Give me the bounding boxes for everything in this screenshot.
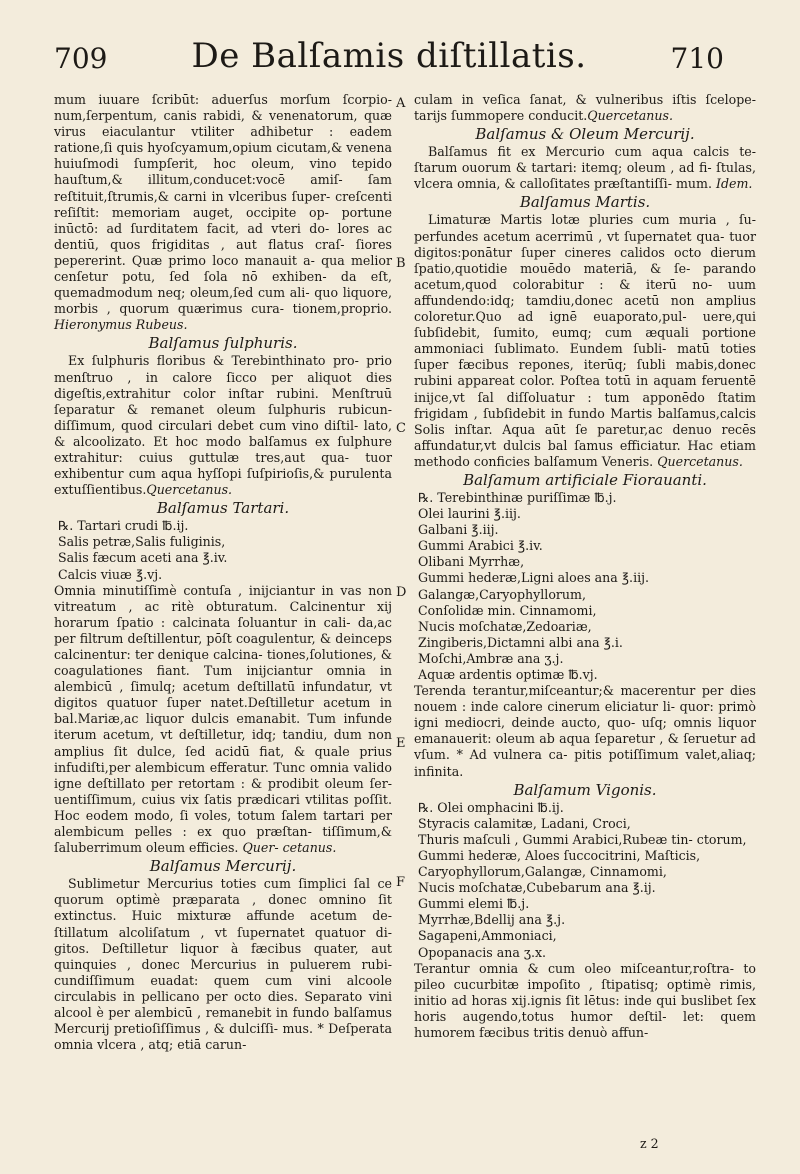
recipe-list — [414, 800, 756, 961]
citation: Hieronymus Rubeus. — [54, 317, 188, 333]
citation: Quercetanus. — [146, 482, 233, 498]
recipe-item: Conſolidæ min. Cinnamomi, — [418, 602, 597, 618]
citation: Quercetanus. — [587, 108, 673, 124]
page-number-right: 710 — [670, 42, 724, 75]
section-heading: Balſamus Martis. — [519, 193, 651, 212]
recipe-item: Nucis moſchatæ,Cubebarum ana ℥.ij. — [418, 880, 656, 896]
recipe-item: ℞. Terebinthinæ puriſſimæ ℔.j. — [418, 489, 617, 505]
recipe-item: Thuris maſculi , Gummi Arabici,Rubeæ tin- ctorum, — [418, 831, 747, 847]
recipe-item: Calcis viuæ ℥.vj. — [58, 566, 163, 582]
recipe-item: Moſchi,Ambræ ana ʒ.j. — [418, 650, 564, 666]
recipe-item: Gummi hederæ, Aloes ſuccocitrini, Maſticis, — [418, 847, 701, 863]
recipe-item: Opopanacis ana ʒ.x. — [418, 944, 547, 960]
section-heading: Balſamus Mercurij. — [149, 857, 297, 876]
recipe-item: Nucis moſchatæ,Zedoariæ, — [418, 618, 592, 634]
recipe-item: Salis petræ,Salis fuliginis, — [58, 534, 226, 550]
recipe-item: Caryophyllorum,Galangæ, Cinnamomi, — [418, 864, 667, 880]
margin-letter-b: B — [396, 256, 406, 271]
recipe-list — [54, 518, 392, 582]
paragraph: Terantur omnia & cum oleo miſceantur,roſtra- to pileo cucurbitæ impoſito , ſtipatisq; optimè rimis, initio ad horas xij.ignis ſit lētus: inde qui buslibet ſex horis augendo,totus humor deſtil- let: quem humorem fæcibus tritis denuò affun- — [414, 960, 756, 1040]
recipe-item: Zingiberis,Dictamni albi ana ℥.i. — [418, 634, 623, 650]
right-column — [414, 92, 756, 1041]
signature-mark: z 2 — [640, 1136, 659, 1151]
recipe-item: Galangæ,Caryophyllorum, — [418, 586, 586, 602]
paragraph: Omnia minutiſſimè contuſa , inijciantur in vas non vitreatum , ac ritè obturatum. Calcinentur xij horarum ſpatio : calcinata ſoluantur in cali- da,ac per filtrum deſtillentur, pōſt coagulentur, & deinceps calcinentur: ter denique calcina- tiones,ſolutiones, & coagulationes fiant. Tum inijciantur omnia in alembicū , ſimulq; acetum deſtillatū infundatur, vt digitos quatuor ſuper natet.Deſtilletur acetum in bal.Mariæ,ac liquor dulcis emanabit. Tum infunde iterum acetum, vt deſtilletur, idq; tandiu, dum non amplius ſit dulce, ſed acidū fiat, & quale prius infudiſti,per alembicum efferatur. Tunc omnia valido igne deſtillato per retortam : & prodibit oleum ſer- uentiſſimum, cuius vix ſatis prædicari vtilitas poſſit. Hoc eodem modo, ſi voles, totum ſalem tartari per alembicum pelles : ex quo præſtan- tiſſimum,& ſaluberrimum oleum efficies. Quer- cetanus. — [54, 582, 392, 856]
paragraph: Ex ſulphuris floribus & Terebinthinato pro- prio menſtruo , in calore ſicco per aliquot dies digeſtis,extrahitur color inſtar rubini. Menſtruū ſeparatur & remanet oleum ſulphuris rubicun- diſſimum, quod circulari debet cum vino diſtil- lato, & alcoolizato. Et hoc modo balſamus ex ſulphure extrahitur: cuius guttulæ tres,aut qua- tuor exhibentur cum aqua hyſſopi ſuſpirioſis,& purulenta extuſſientibus.Quercetanus. — [54, 353, 392, 498]
citation: Quercetanus. — [657, 453, 743, 469]
page-number-left: 709 — [54, 42, 108, 75]
recipe-item: Olei laurini ℥.iij. — [418, 506, 521, 522]
running-header — [54, 36, 724, 80]
recipe-item: Salis fæcum aceti ana ℥.iv. — [58, 550, 228, 566]
recipe-list — [414, 490, 756, 683]
recipe-item: Sagapeni,Ammoniaci, — [418, 928, 557, 944]
section-heading: Balſamus ſulphuris. — [148, 334, 298, 353]
margin-letter-d: D — [396, 585, 407, 600]
section-heading: Balſamus & Oleum Mercurij. — [475, 125, 695, 144]
margin-letter-f: F — [396, 875, 406, 890]
citation: Quer- cetanus. — [242, 840, 337, 856]
section-heading: Balſamus Tartari. — [156, 499, 290, 518]
recipe-item: Gummi Arabici ℥.iv. — [418, 538, 543, 554]
section-heading: Balſamum artificiale Fiorauanti. — [463, 470, 707, 489]
recipe-item: Galbani ℥.iij. — [418, 522, 499, 538]
paragraph: Balſamus fit ex Mercurio cum aqua calcis te- ſtarum ouorum & tartari: itemq; oleum , ad fi- ſtulas, vlcera omnia, & calloſitates præſtantiſſi- mum. Idem. — [414, 144, 756, 192]
paragraph: culam in veſica ſanat, & vulneribus iſtis ſcelope- tarijs ſummopere conducit.Quercetanus. — [414, 92, 756, 124]
paragraph: Terenda terantur,miſceantur;& macerentur per dies nouem : inde calore cinerum eliciatur li- quor: primò igni mediocri, deinde aucto, quo- uſq; omnis liquor emanauerit: oleum ab aqua ſeparetur , & ſeruetur ad vſum. * Ad vulnera ca- pitis potiſſimum valet,aliaq; infinita. — [414, 683, 756, 779]
recipe-item: Aquæ ardentis optimæ ℔.vj. — [418, 667, 598, 682]
recipe-item: Myrrhæ,Bdellij ana ℥.j. — [418, 912, 566, 928]
margin-letter-a: A — [396, 96, 406, 111]
citation: Idem. — [715, 176, 753, 192]
left-column — [54, 92, 392, 1053]
recipe-item: Olibani Myrrhæ, — [418, 554, 525, 570]
recipe-item: Gummi hederæ,Ligni aloes ana ℥.iij. — [418, 570, 650, 586]
recipe-item: Styracis calamitæ, Ladani, Croci, — [418, 815, 631, 831]
recipe-item: Gummi elemi ℔.j. — [418, 896, 530, 912]
recipe-item: ℞. Tartari crudi ℔.ij. — [58, 518, 189, 534]
running-title: De Balſamis diſtillatis. — [191, 36, 587, 76]
section-heading: Balſamum Vigonis. — [513, 780, 657, 799]
margin-letter-e: E — [396, 736, 406, 751]
margin-letter-c: C — [396, 421, 406, 436]
paragraph: Sublimetur Mercurius toties cum ſimplici ſal ce quorum optimè præparata , donec omnino ſit extinctus. Huic mixturæ affunde acetum de- ſtillatum alcoliſatum , vt ſupernatet quatuor di- gitos. Deſtilletur liquor à fæcibus quater, aut quinquies , donec Mercurius in puluerem rubi- cundiſſimum euadat: quem cum vini alcoole circulabis in pellicano per octo dies. Separato vini alcool è per alembicū , remanebit in fundo balſamus Mercurij pretioſiſſimus , & dulciſſi- mus. * Deſperata omnia vlcera , atq; etiā carun- — [54, 876, 392, 1053]
paragraph: Limaturæ Martis lotæ pluries cum muria , ſu- perfundes acetum acerrimū , vt ſupernatet qua- tuor digitos:ponātur ſuper cineres calidos octo dierum ſpatio,quotidie mouēdo materiā, & ſe- parando acetum,quod colorabitur : & iterū no- uum affundendo:idq; tamdiu,donec acetū non amplius coloretur.Quo ad ignē euaporato,pul- uere,qui ſubſidebit, ſumito, eumq; cum æquali portione ammoniaci ſublimato. Eundem ſubli- matū toties ſuper fæcibus repones, iterūq; ſubli mabis,donec rubini appareat color. Poſtea totū in aquam feruentē inijce,vt ſal diſſoluatur : tum apponēdo ſtatim frigidam , ſubſidebit in fundo Martis balſamus,calcis Solis inſtar. Aqua aūt ſe paretur,ac denuo recēs affundatur,vt dulcis bal ſamus efficiatur. Hac etiam methodo conficies balſamum Veneris. Quercetanus. — [414, 212, 756, 469]
recipe-item: ℞. Olei omphacini ℔.ij. — [418, 799, 564, 815]
paragraph: mum iuuare ſcribūt: aduerſus morſum ſcorpio- num,ſerpentum, canis rabidi, & venenatorum, quæ virus eiaculantur vtiliter adhibetur : eadem ratione,ſi quis hyoſcyamum,opium cicutam,& venena huiuſmodi ſumpſerit, hoc oleum, vino tepido hauſtum,& illitum,conducet:vocē amiſ- ſam reſtituit,ſtrumis,& carni in vlceribus ſuper- creſcenti reſiſtit: memoriam auget, occipite op- portune inūctō: ad ſurditatem facit, ad vteri do- lores ac dentiū, quos frigiditas , aut flatus craſ- ſiores pepererint. Quæ primo loco manauit a- qua melior cenſetur potu, ſed ſola nō exhiben- da eſt, quemadmodum neq; oleum,ſed cum ali- quo liquore, morbis , quorum quærimus cura- tionem,proprio. Hieronymus Rubeus. — [54, 92, 392, 333]
